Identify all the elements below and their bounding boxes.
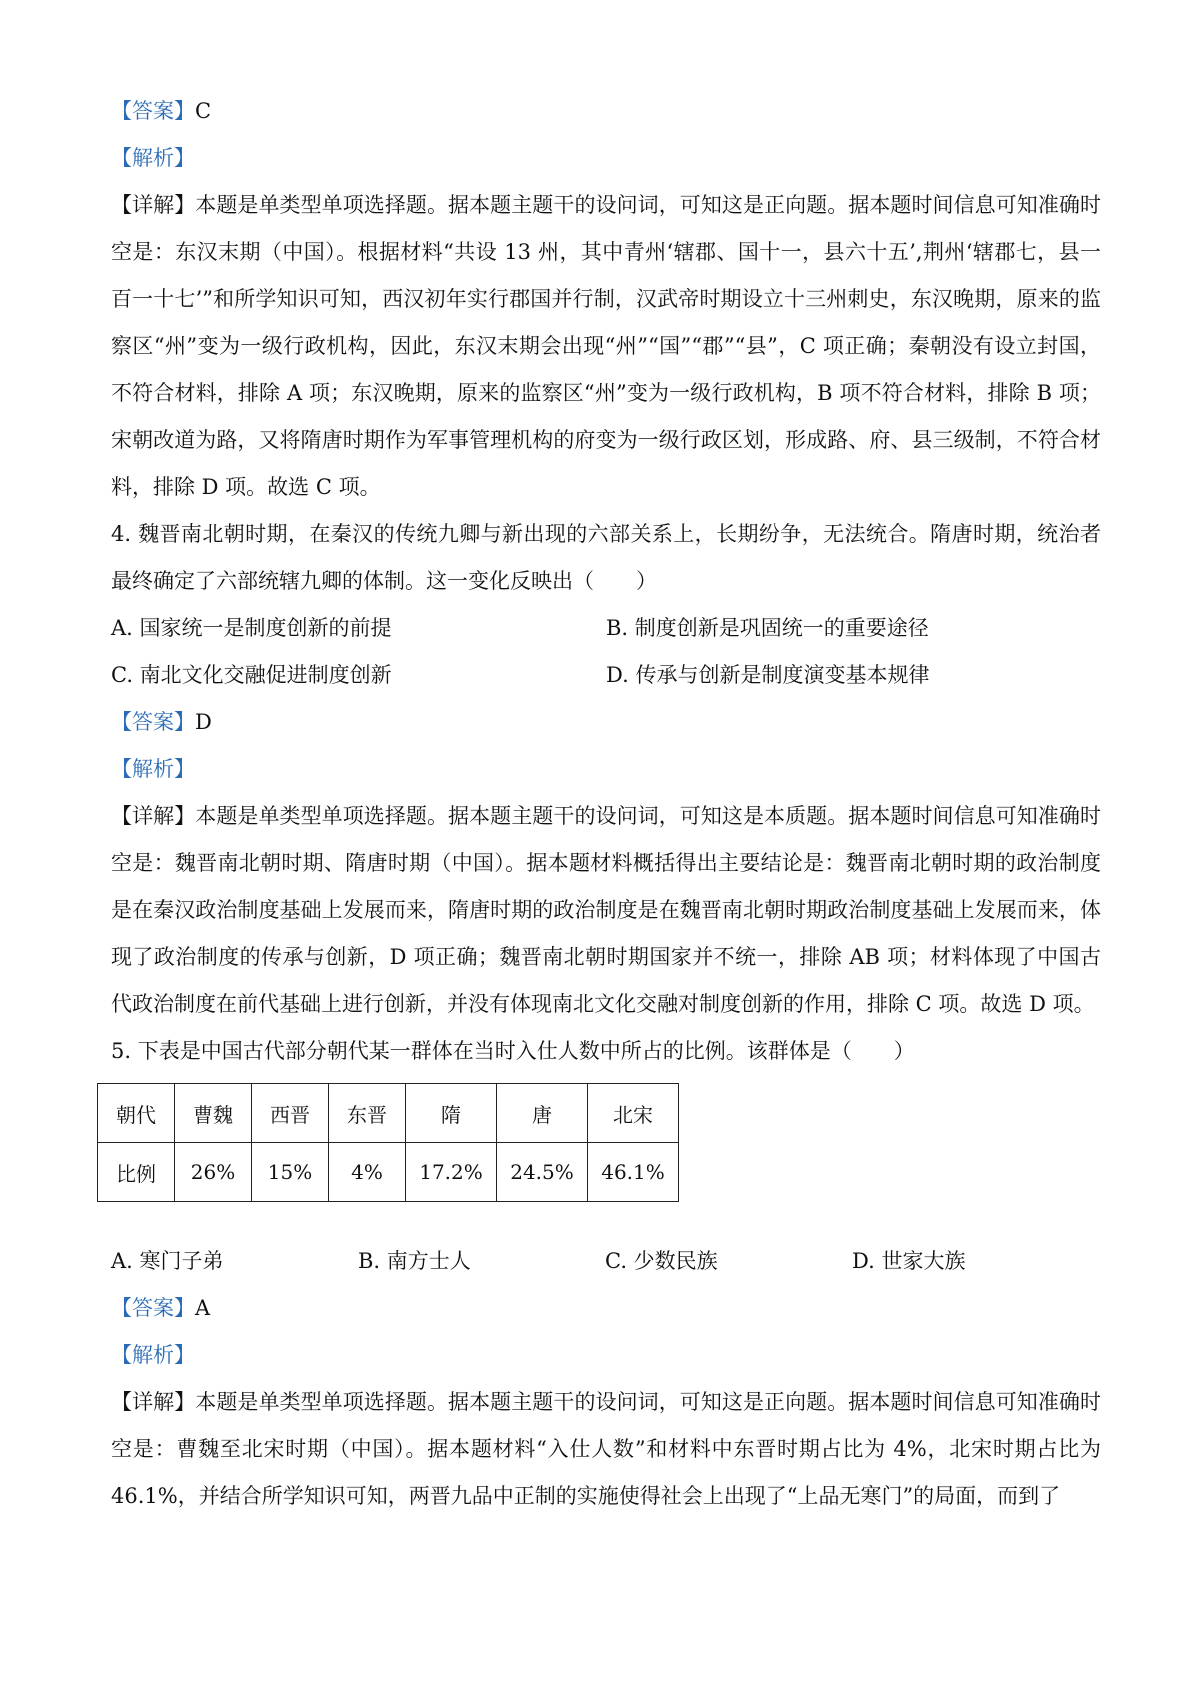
q5-option-c: C. 少数民族 xyxy=(605,1249,718,1273)
ratio-table xyxy=(97,1083,679,1202)
q4-option-b: B. 制度创新是巩固统一的重要途径 xyxy=(606,616,929,640)
q3-answer-line xyxy=(111,88,1101,135)
q5-answer-line xyxy=(111,1285,1101,1332)
analysis-tag: 【解析】 xyxy=(111,1343,195,1367)
q3-answer: C xyxy=(195,99,212,123)
table-cell: 隋 xyxy=(406,1084,497,1143)
table-cell: 朝代 xyxy=(98,1084,175,1143)
q5-option-d: D. 世家大族 xyxy=(852,1249,966,1273)
q4-analysis-line xyxy=(111,746,1101,793)
q4-options-row-2 xyxy=(111,652,1101,699)
table-cell: 24.5% xyxy=(497,1143,588,1202)
q3-detail-text: 本题是单类型单项选择题。据本题主题干的设问词，可知这是正向题。据本题时间信息可知准确时空是：东汉末期（中国）。根据材料“共设 13 州，其中青州‘辖郡、国十一，县六十五’,荆州‘辖郡七，县一百一十七’”和所学知识可知，西汉初年实行郡国并行制，汉武帝时期设立十三州刺史，东汉晚期，原来的监察区“州”变为一级行政机构，因此，东汉末期会出现“州”“国”“郡”“县”，C 项正确；秦朝没有设立封国，不符合材料，排除 A 项；东汉晚期，原来的监察区“州”变为一级行政机构，B 项不符合材料，排除 B 项；宋朝改道为路，又将隋唐时期作为军事管理机构的府变为一级行政区划，形成路、府、县三级制，不符合材料，排除 D 项。故选 C 项。 xyxy=(111,193,1102,499)
answer-tag: 【答案】 xyxy=(111,1296,195,1320)
answer-tag: 【答案】 xyxy=(111,99,195,123)
q5-option-b: B. 南方士人 xyxy=(358,1249,471,1273)
table-row xyxy=(98,1143,679,1202)
table-cell: 北宋 xyxy=(588,1084,679,1143)
table-cell: 唐 xyxy=(497,1084,588,1143)
spacer xyxy=(111,1202,1101,1238)
table-cell: 西晋 xyxy=(252,1084,329,1143)
q4-option-a: A. 国家统一是制度创新的前提 xyxy=(111,616,392,640)
analysis-tag: 【解析】 xyxy=(111,757,195,781)
q4-options-row-1 xyxy=(111,605,1101,652)
table-cell: 曹魏 xyxy=(175,1084,252,1143)
document-page xyxy=(111,88,1101,1520)
q4-answer: D xyxy=(195,710,212,734)
table-cell: 4% xyxy=(329,1143,406,1202)
q5-answer: A xyxy=(195,1296,211,1320)
table-cell: 15% xyxy=(252,1143,329,1202)
table-header-row xyxy=(98,1084,679,1143)
q4-detail xyxy=(111,793,1101,1028)
table-cell: 17.2% xyxy=(406,1143,497,1202)
q5-detail-text: 本题是单类型单项选择题。据本题主题干的设问词，可知这是正向题。据本题时间信息可知准确时空是：曹魏至北宋时期（中国）。据本题材料“入仕人数”和材料中东晋时期占比为 4%，北宋时期占比为 46.1%，并结合所学知识可知，两晋九品中正制的实施使得社会上出现了“上品无寒门”的局面，而到了 xyxy=(111,1390,1102,1508)
answer-tag: 【答案】 xyxy=(111,710,195,734)
q4-option-d: D. 传承与创新是制度演变基本规律 xyxy=(606,663,930,687)
table-cell: 比例 xyxy=(98,1143,175,1202)
table-cell: 东晋 xyxy=(329,1084,406,1143)
detail-tag: 【详解】 xyxy=(111,804,196,828)
q3-detail xyxy=(111,182,1101,511)
q5-detail xyxy=(111,1379,1101,1520)
detail-tag: 【详解】 xyxy=(111,193,196,217)
q4-stem: 4. 魏晋南北朝时期，在秦汉的传统九卿与新出现的六部关系上，长期纷争，无法统合。隋唐时期，统治者最终确定了六部统辖九卿的体制。这一变化反映出（ ） xyxy=(111,522,1101,593)
q5-analysis-line xyxy=(111,1332,1101,1379)
q4-detail-text: 本题是单类型单项选择题。据本题主题干的设问词，可知这是本质题。据本题时间信息可知准确时空是：魏晋南北朝时期、隋唐时期（中国）。据本题材料概括得出主要结论是：魏晋南北朝时期的政治制度是在秦汉政治制度基础上发展而来，隋唐时期的政治制度是在魏晋南北朝时期政治制度基础上发展而来，体现了政治制度的传承与创新，D 项正确；魏晋南北朝时期国家并不统一，排除 AB 项；材料体现了中国古代政治制度在前代基础上进行创新，并没有体现南北文化交融对制度创新的作用，排除 C 项。故选 D 项。 xyxy=(111,804,1102,1016)
q3-analysis-line xyxy=(111,135,1101,182)
detail-tag: 【详解】 xyxy=(111,1390,196,1414)
q5-option-a: A. 寒门子弟 xyxy=(111,1249,224,1273)
analysis-tag: 【解析】 xyxy=(111,146,195,170)
q4-option-c: C. 南北文化交融促进制度创新 xyxy=(111,663,392,687)
q4-answer-line xyxy=(111,699,1101,746)
table-cell: 26% xyxy=(175,1143,252,1202)
table-cell: 46.1% xyxy=(588,1143,679,1202)
q5-stem: 5. 下表是中国古代部分朝代某一群体在当时入仕人数中所占的比例。该群体是（ ） xyxy=(111,1039,915,1063)
q5-options-row xyxy=(111,1238,1101,1285)
